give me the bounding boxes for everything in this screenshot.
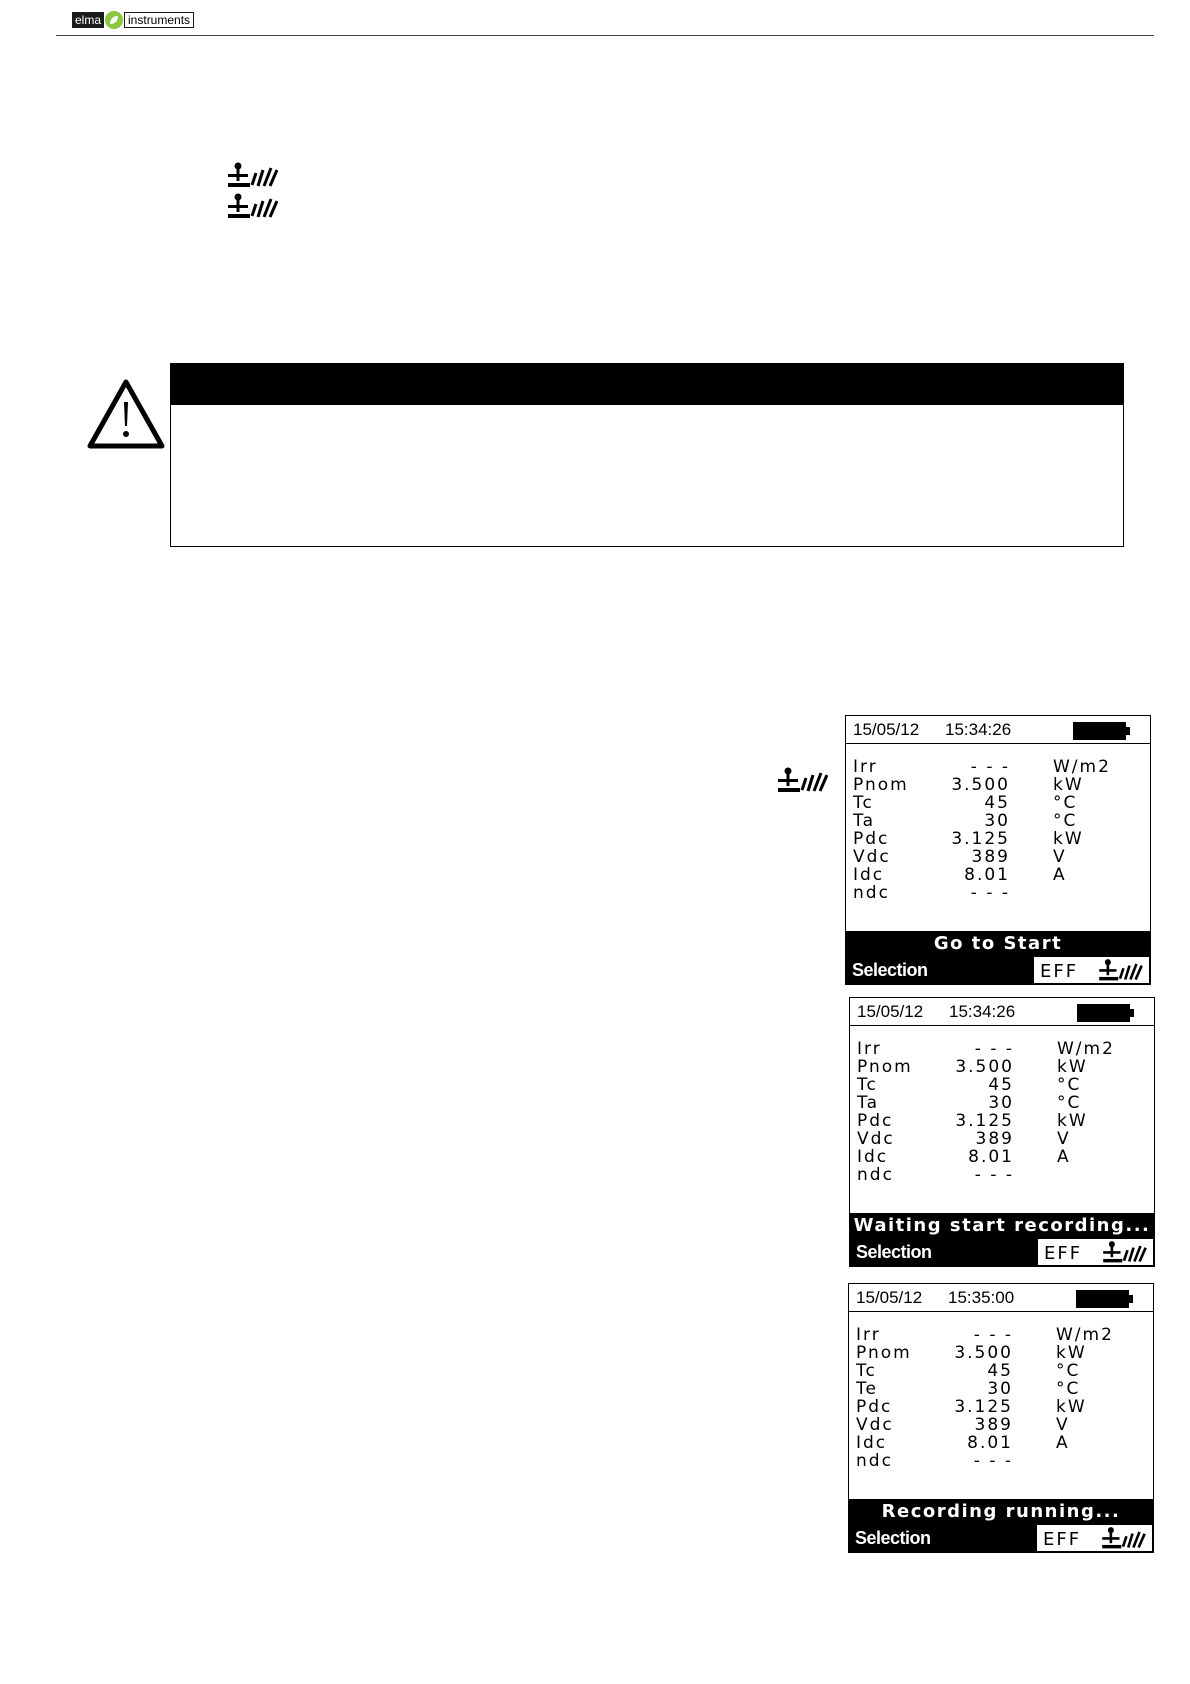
measurement-row (850, 1094, 1154, 1112)
measurement-label: Irr (853, 757, 878, 777)
measurement-row (846, 758, 1150, 776)
screen-time: 15:34:26 (949, 1002, 1016, 1021)
measurement-label: Idc (856, 1433, 888, 1453)
screen-time: 15:34:26 (945, 720, 1012, 739)
measurement-value: 45 (987, 1361, 1013, 1381)
measurement-label: Tc (857, 1075, 878, 1095)
measurement-label: Vdc (857, 1129, 895, 1149)
measurement-row (846, 776, 1150, 794)
measurement-row (849, 1380, 1153, 1398)
measurement-unit: °C (1056, 1379, 1081, 1399)
header-divider (56, 35, 1154, 36)
measurement-value: 3.125 (951, 829, 1010, 849)
measurement-row (850, 1076, 1154, 1094)
measurement-label: ndc (857, 1165, 894, 1185)
measurement-label: Vdc (853, 847, 891, 867)
screen-top-bar (850, 998, 1154, 1026)
measurement-unit: A (1057, 1147, 1071, 1167)
screen-softkey-bar (850, 1238, 1154, 1266)
measurement-row (850, 1148, 1154, 1166)
measurement-unit: °C (1053, 793, 1078, 813)
measurement-value: 3.500 (955, 1057, 1014, 1077)
measurement-label: Vdc (856, 1415, 894, 1435)
measurement-row (849, 1362, 1153, 1380)
measurement-unit: kW (1057, 1111, 1088, 1131)
screen-top-bar (846, 716, 1150, 744)
measurement-row (849, 1434, 1153, 1452)
logo-text-instruments: instruments (124, 12, 194, 28)
measurement-label: Ta (853, 811, 875, 831)
instrument-screen (845, 715, 1151, 985)
measurement-row (846, 866, 1150, 884)
warning-triangle-icon (86, 378, 166, 450)
rec-button-icon (226, 190, 278, 220)
measurement-unit: °C (1057, 1075, 1082, 1095)
measurement-row (846, 830, 1150, 848)
eff-label: EFF (1040, 961, 1079, 982)
measurement-value: 389 (974, 1415, 1013, 1435)
measurement-row (850, 1058, 1154, 1076)
measurement-value: - - - (973, 1325, 1013, 1345)
brand-logo (72, 11, 194, 29)
measurement-unit: A (1056, 1433, 1070, 1453)
measurement-value: 45 (984, 793, 1010, 813)
selection-softkey[interactable]: Selection (855, 1528, 931, 1548)
measurement-value: 389 (975, 1129, 1014, 1149)
measurement-value: 3.500 (954, 1343, 1013, 1363)
instrument-screen (849, 997, 1155, 1267)
measurement-unit: W/m2 (1053, 757, 1111, 777)
measurement-value: - - - (970, 757, 1010, 777)
measurement-value: 389 (971, 847, 1010, 867)
measurement-label: Pdc (853, 829, 890, 849)
measurement-label: ndc (853, 883, 890, 903)
measurement-label: Pdc (856, 1397, 893, 1417)
measurement-value: 3.125 (955, 1111, 1014, 1131)
screen-date: 15/05/12 (857, 1002, 924, 1021)
screen-time: 15:35:00 (948, 1288, 1015, 1307)
measurement-unit: kW (1053, 775, 1084, 795)
screen-date: 15/05/12 (853, 720, 920, 739)
rec-button-icon (1095, 957, 1145, 983)
measurement-label: Pnom (853, 775, 909, 795)
measurement-list (850, 1040, 1154, 1184)
measurement-unit: V (1056, 1415, 1070, 1435)
leaf-icon (105, 11, 123, 29)
measurement-unit: W/m2 (1056, 1325, 1114, 1345)
eff-softkey[interactable] (1033, 957, 1149, 983)
measurement-label: Idc (857, 1147, 889, 1167)
warning-header-bar (171, 364, 1123, 405)
instrument-screen (848, 1283, 1154, 1553)
selection-softkey[interactable]: Selection (852, 960, 928, 980)
eff-softkey[interactable] (1036, 1525, 1152, 1551)
rec-button-icon (1099, 1239, 1149, 1265)
screen-softkey-bar (846, 956, 1150, 984)
measurement-row (849, 1344, 1153, 1362)
measurement-row (850, 1166, 1154, 1184)
measurement-row (846, 884, 1150, 902)
measurement-label: ndc (856, 1451, 893, 1471)
measurement-unit: kW (1053, 829, 1084, 849)
measurement-value: 8.01 (964, 865, 1010, 885)
measurement-unit: V (1057, 1129, 1071, 1149)
measurement-row (850, 1040, 1154, 1058)
measurement-value: - - - (974, 1165, 1014, 1185)
measurement-value: 30 (987, 1379, 1013, 1399)
eff-softkey[interactable] (1037, 1239, 1153, 1265)
measurement-row (850, 1130, 1154, 1148)
measurement-row (849, 1398, 1153, 1416)
screen-top-bar (849, 1284, 1153, 1312)
measurement-label: Pnom (857, 1057, 913, 1077)
measurement-unit: W/m2 (1057, 1039, 1115, 1059)
logo-text-elma: elma (72, 12, 104, 28)
rec-button-icon (776, 764, 828, 794)
measurement-unit: A (1053, 865, 1067, 885)
measurement-label: Te (856, 1379, 878, 1399)
battery-full-icon (1076, 1290, 1129, 1308)
measurement-value: 30 (984, 811, 1010, 831)
screen-status-message: Go to Start (846, 931, 1150, 956)
measurement-unit: kW (1056, 1343, 1087, 1363)
measurement-value: 8.01 (967, 1433, 1013, 1453)
measurement-label: Idc (853, 865, 885, 885)
measurement-list (846, 758, 1150, 902)
screen-status-message: Recording running... (849, 1499, 1153, 1524)
measurement-value: - - - (974, 1039, 1014, 1059)
measurement-value: 30 (988, 1093, 1014, 1113)
measurement-label: Tc (853, 793, 874, 813)
measurement-row (849, 1326, 1153, 1344)
warning-box (170, 363, 1124, 547)
measurement-row (849, 1452, 1153, 1470)
measurement-list (849, 1326, 1153, 1470)
measurement-unit: °C (1057, 1093, 1082, 1113)
battery-full-icon (1073, 722, 1126, 740)
measurement-value: 3.500 (951, 775, 1010, 795)
eff-label: EFF (1044, 1243, 1083, 1264)
measurement-label: Ta (857, 1093, 879, 1113)
selection-softkey[interactable]: Selection (856, 1242, 932, 1262)
measurement-value: 45 (988, 1075, 1014, 1095)
measurement-unit: V (1053, 847, 1067, 867)
measurement-label: Irr (856, 1325, 881, 1345)
screen-date: 15/05/12 (856, 1288, 923, 1307)
measurement-value: 3.125 (954, 1397, 1013, 1417)
measurement-unit: °C (1053, 811, 1078, 831)
measurement-label: Pnom (856, 1343, 912, 1363)
rec-button-icon (226, 159, 278, 189)
measurement-unit: kW (1057, 1057, 1088, 1077)
measurement-value: - - - (973, 1451, 1013, 1471)
measurement-unit: kW (1056, 1397, 1087, 1417)
battery-full-icon (1077, 1004, 1130, 1022)
measurement-label: Irr (857, 1039, 882, 1059)
screen-softkey-bar (849, 1524, 1153, 1552)
rec-button-icon (1098, 1525, 1148, 1551)
screen-status-message: Waiting start recording... (850, 1213, 1154, 1238)
measurement-label: Tc (856, 1361, 877, 1381)
measurement-row (846, 812, 1150, 830)
measurement-row (846, 848, 1150, 866)
measurement-unit: °C (1056, 1361, 1081, 1381)
eff-label: EFF (1043, 1529, 1082, 1550)
measurement-value: - - - (970, 883, 1010, 903)
measurement-row (849, 1416, 1153, 1434)
measurement-value: 8.01 (968, 1147, 1014, 1167)
measurement-label: Pdc (857, 1111, 894, 1131)
measurement-row (846, 794, 1150, 812)
measurement-row (850, 1112, 1154, 1130)
